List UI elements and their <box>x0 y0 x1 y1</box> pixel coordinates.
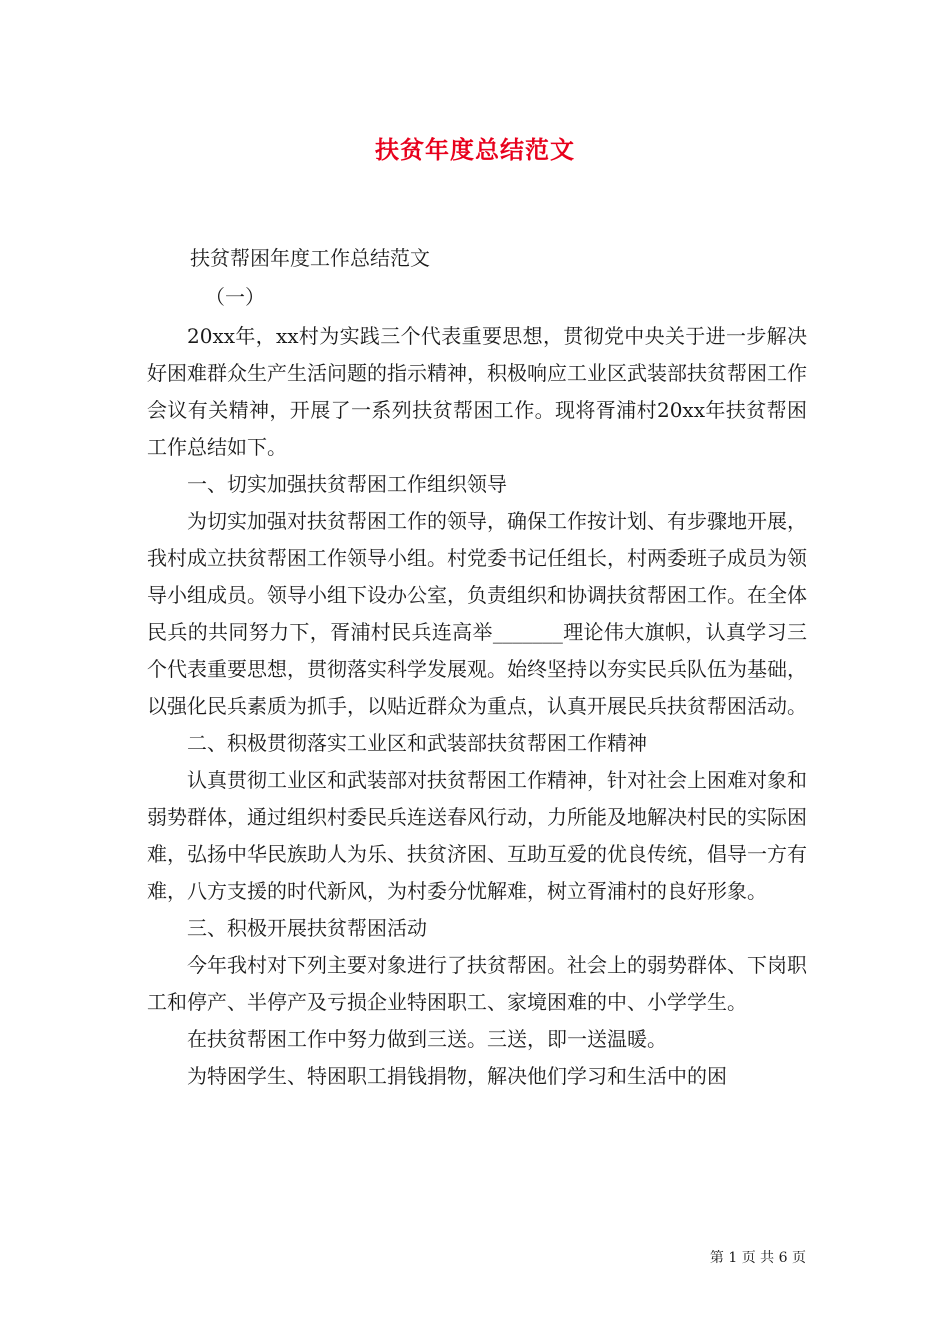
paragraph: 在扶贫帮困工作中努力做到三送。三送，即一送温暖。 <box>187 1027 667 1051</box>
paragraph: 为特困学生、特困职工捐钱捐物，解决他们学习和生活中的困 <box>187 1064 727 1088</box>
paragraph: 为切实加强对扶贫帮困工作的领导，确保工作按计划、有步骤地开展，我村成立扶贫帮困工作领导小组。村党委书记任组长，村两委班子成员为领导小组成员。领导小组下设办公室，负责组织和协调扶贫帮困工作。在全体民兵的共同努力下，胥浦村民兵连高举_______理论伟大旗帜，认真学习三个代表重要思想，贯彻落实科学发展观。始终坚持以夯实民兵队伍为基础，以强化民兵素质为抓手，以贴近群众为重点，认真开展民兵扶贫帮困活动。 <box>147 509 807 718</box>
paragraph-list <box>147 318 807 1095</box>
section-heading: 二、积极贯彻落实工业区和武装部扶贫帮困工作精神 <box>187 731 647 755</box>
page-footer: 第 1 页 共 6 页 <box>709 1250 806 1266</box>
page-title: 扶贫年度总结范文 <box>375 135 575 164</box>
paragraph: 20xx年，xx村为实践三个代表重要思想，贯彻党中央关于进一步解决好困难群众生产生活问题的指示精神，积极响应工业区武装部扶贫帮困工作会议有关精神，开展了一系列扶贫帮困工作。现将胥浦村20xx年扶贫帮困工作总结如下。 <box>147 324 807 459</box>
document-subtitle: 扶贫帮困年度工作总结范文 <box>190 246 430 270</box>
paragraph: 认真贯彻工业区和武装部对扶贫帮困工作精神，针对社会上困难对象和弱势群体，通过组织村委民兵连送春风行动，力所能及地解决村民的实际困难，弘扬中华民族助人为乐、扶贫济困、互助互爱的优良传统，倡导一方有难，八方支援的时代新风，为村委分忧解难，树立胥浦村的良好形象。 <box>147 768 807 903</box>
document-body <box>147 240 807 1095</box>
paragraph: 今年我村对下列主要对象进行了扶贫帮困。社会上的弱势群体、下岗职工和停产、半停产及亏损企业特困职工、家境困难的中、小学学生。 <box>147 953 807 1014</box>
section-heading: 一、切实加强扶贫帮困工作组织领导 <box>187 472 507 496</box>
section-heading: 三、积极开展扶贫帮困活动 <box>187 916 427 940</box>
section-number: （一） <box>205 285 265 309</box>
